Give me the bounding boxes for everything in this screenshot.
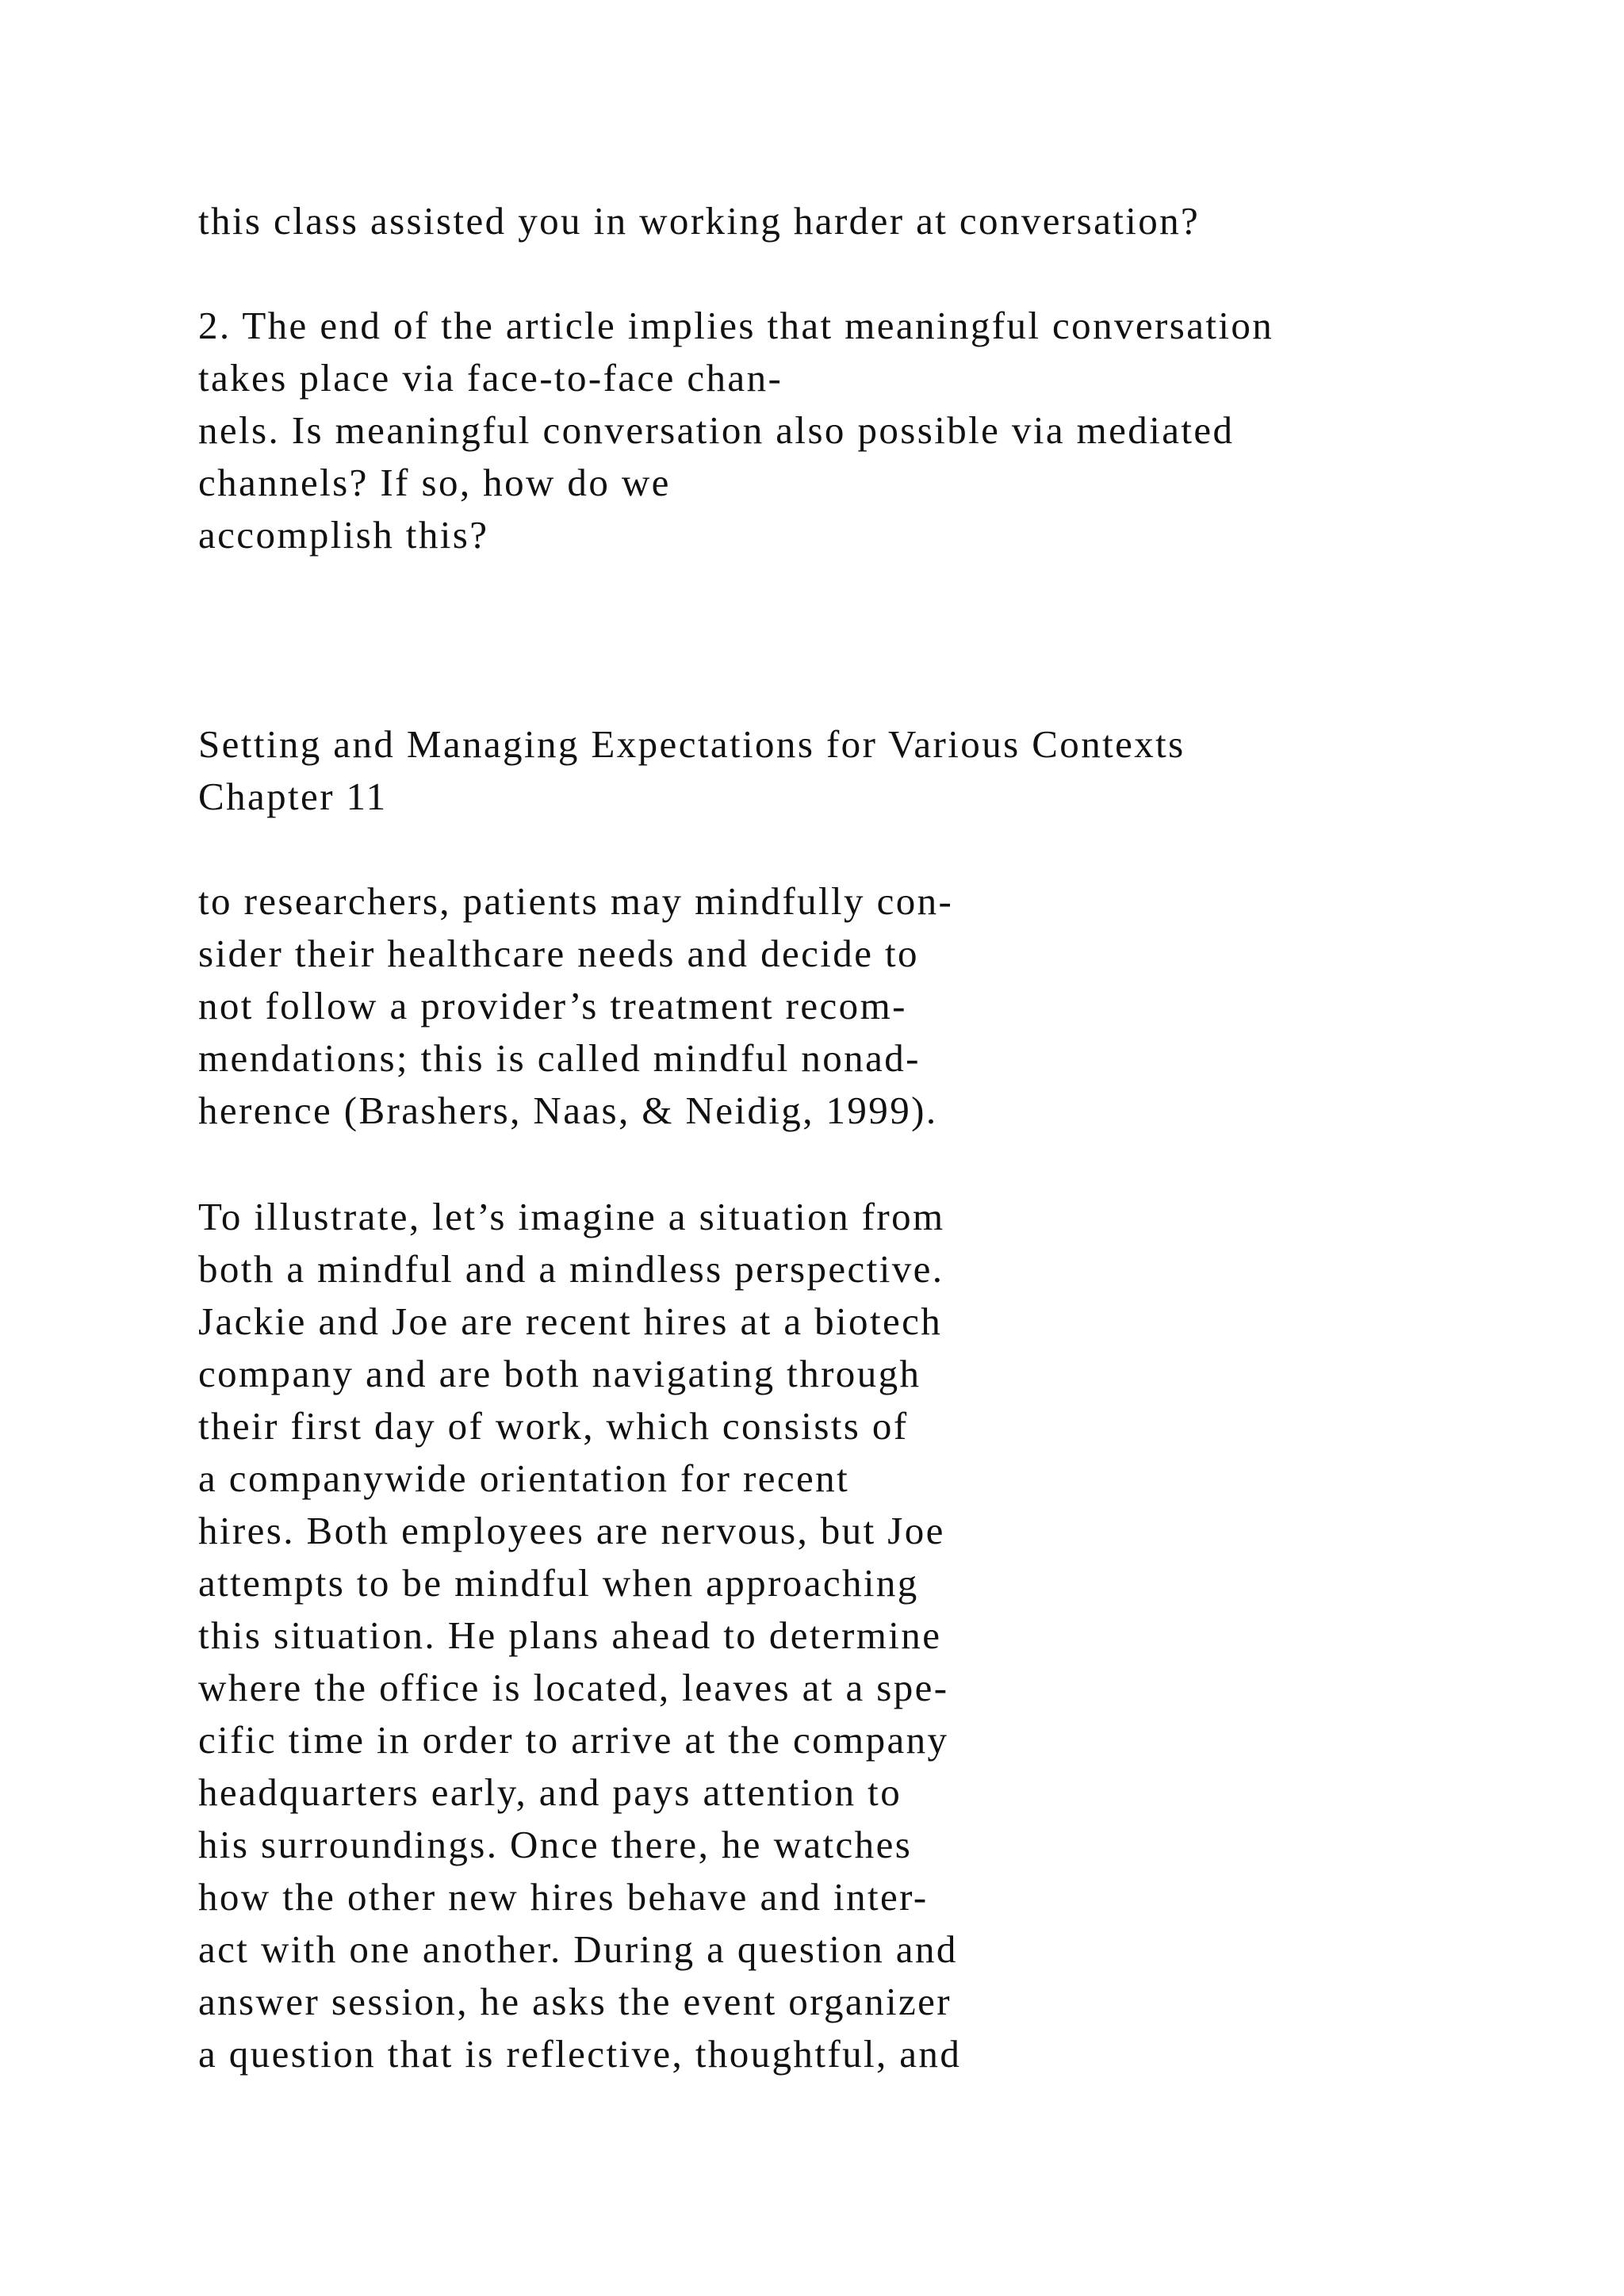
text-line: both a mindful and a mindless perspective. bbox=[198, 1247, 944, 1291]
text-line: to researchers, patients may mindfully con- bbox=[198, 879, 954, 923]
text-line: channels? If so, how do we bbox=[198, 461, 671, 504]
text-line: a companywide orientation for recent bbox=[198, 1456, 850, 1500]
text-line: nels. Is meaningful conversation also possible via mediated bbox=[198, 408, 1235, 452]
text-line: a question that is reflective, thoughtful, and bbox=[198, 2032, 962, 2076]
text-line: attempts to be mindful when approaching bbox=[198, 1561, 919, 1605]
text-line: cific time in order to arrive at the company bbox=[198, 1718, 949, 1762]
chapter-heading bbox=[198, 718, 1185, 823]
text-line: headquarters early, and pays attention to bbox=[198, 1770, 902, 1814]
text-line: where the office is located, leaves at a spe- bbox=[198, 1666, 949, 1709]
text-line: this situation. He plans ahead to determine bbox=[198, 1613, 942, 1657]
text-line: how the other new hires behave and inter- bbox=[198, 1875, 929, 1919]
discussion-question-2 bbox=[198, 300, 1274, 561]
text-line: mendations; this is called mindful nonad- bbox=[198, 1036, 921, 1080]
chapter-number: Chapter 11 bbox=[198, 775, 388, 818]
text-line: 2. The end of the article implies that meaningful conversation bbox=[198, 304, 1274, 347]
text-line: not follow a provider’s treatment recom- bbox=[198, 984, 907, 1027]
text-line: hires. Both employees are nervous, but Joe bbox=[198, 1509, 945, 1552]
text-line: his surroundings. Once there, he watches bbox=[198, 1823, 913, 1866]
text-line: To illustrate, let’s imagine a situation from bbox=[198, 1195, 945, 1238]
text-line: this class assisted you in working harder at conversation? bbox=[198, 199, 1201, 243]
body-paragraph-illustration bbox=[198, 1191, 961, 2080]
intro-text bbox=[198, 195, 1200, 247]
text-line: act with one another. During a question and bbox=[198, 1927, 958, 1971]
body-paragraph-nonadherence bbox=[198, 875, 953, 1137]
text-line: answer session, he asks the event organizer bbox=[198, 1980, 952, 2023]
chapter-title: Setting and Managing Expectations for Various Contexts bbox=[198, 722, 1185, 766]
text-line: sider their healthcare needs and decide to bbox=[198, 932, 919, 975]
text-line: accomplish this? bbox=[198, 513, 489, 557]
text-line: their first day of work, which consists of bbox=[198, 1404, 909, 1448]
text-line: takes place via face-to-face chan- bbox=[198, 356, 783, 400]
text-line: company and are both navigating through bbox=[198, 1352, 921, 1395]
text-line: herence (Brashers, Naas, & Neidig, 1999). bbox=[198, 1089, 938, 1132]
text-line: Jackie and Joe are recent hires at a biotech bbox=[198, 1299, 943, 1343]
